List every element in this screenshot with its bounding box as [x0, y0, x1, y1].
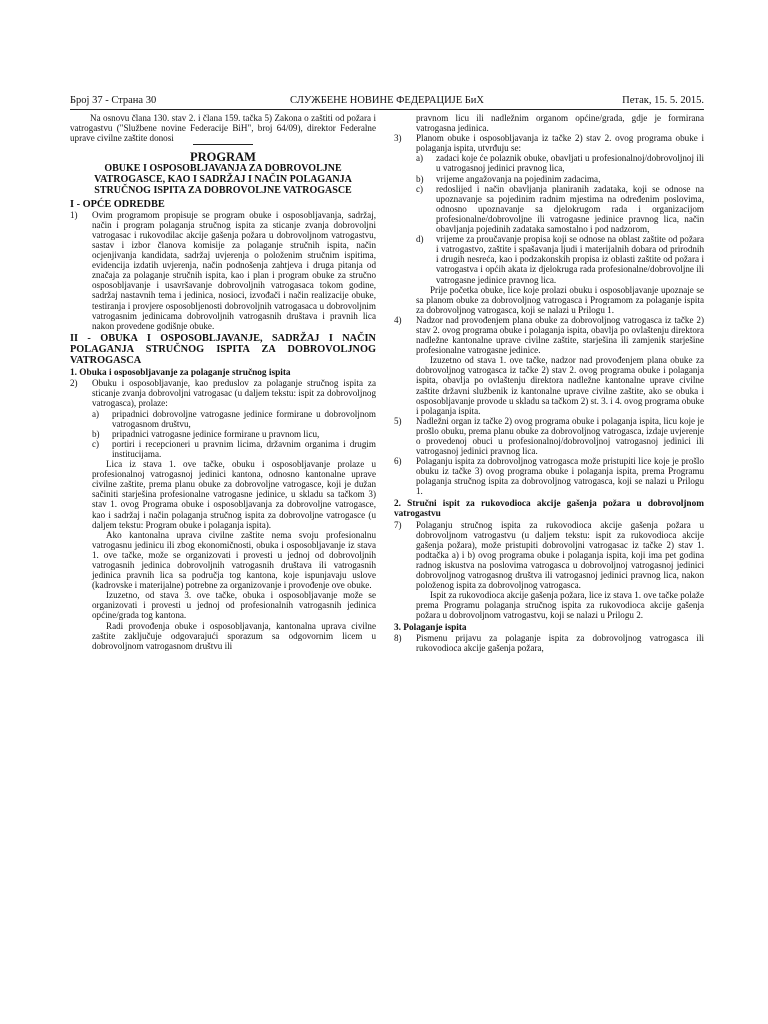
numbered-item-7 [394, 520, 704, 591]
item-text: Polaganju ispita za dobrovoljnog vatrogasca može pristupiti lice koje je prošlo obuku iz tačke 3) ovog programa obuke i polaganja ispita, prema Programu polaganja stručnog ispita za dobrovoljnog vatrogasca, koji se nalazi u Prilogu 1. [416, 456, 704, 497]
paragraph: Izuzetno od stava 1. ove tačke, nadzor nad provođenjem plana obuke za dobrovoljnog vatrogasca iz tačke 2) stav 2. ovog programa obuke i polaganja ispita, obavlja po ovlaštenju direktora nadležne kantonalne uprave civilne zaštite državni službenik iz kantonalne uprave civilne zaštite, ako se obuka i osposobljavanje provode u skladu sa tačkom 2) st. 3. i 4. ovog programa obuke i polaganja ispita. [416, 355, 704, 416]
subsection-heading-1: 1. Obuka i osposobljavanje za polaganje stručnog ispita [70, 367, 291, 378]
sub-item: a) zadaci koje će polaznik obuke, obavljati u profesionalnoj/dobrovoljnoj ili u vatrogasnoj jedinici pravnog lica, [416, 153, 704, 174]
item-text: Nadležni organ iz tačke 2) ovog programa obuke i polaganja ispita, licu koje je prošlo obuku, prema planu obuke za dobrovoljnog vatrogasca, izdaje uvjerenje o provedenoj obuci u profesionalnoj/dobrovoljnoj vatrogasnoj jedinici ili vatrogasnoj jedinici pravnog lica. [416, 415, 704, 457]
sub-item: d) vrijeme za proučavanje propisa koji se odnose na oblast zaštite od požara i vatrogastvo, zaštite i spašavanja ljudi i materijalnih dobara od prirodnih i drugih nesreća, kao i podzakonskih propisa iz oblasti zaštite od požara i vatrogastva i općih akata iz djelokruga rada profesionalne/dobrovoljne ili vatrogasne jedinice pravnog lica. [416, 234, 704, 285]
publication-title: СЛУЖБЕНЕ НОВИНЕ ФЕДЕРАЦИЈЕ БиХ [289, 95, 485, 106]
paragraph: Izuzetno, od stava 3. ove tačke, obuka i osposobljavanje može se organizovati i provesti u jednoj od profesionalnih vatrogasnih jedinica općine/grada tog kantona. [92, 590, 376, 621]
document-title: PROGRAM [190, 150, 256, 165]
intro-paragraph: Na osnovu člana 130. stav 2. i člana 159. tačka 5) Zakona o zaštiti od požara i vatrogastvu ("Službene novine Federacije BiH", broj 64/09), direktor Federalne uprave civilne zaštite donosi [70, 113, 376, 144]
subsection-heading-2: 2. Stručni ispit za rukovodioca akcije gašenja požara u dobrovoljnom vatrogastvu [394, 498, 704, 520]
paragraph: Ispit za rukovodioca akcije gašenja požara, lice iz stava 1. ove tačke polaže prema Programu polaganja stručnog ispita za rukovodioca akcije gašenja požara u dobrovoljnom vatrogastvu, koji se nalazi u Prilogu 2. [416, 590, 704, 621]
numbered-item-2 [70, 378, 376, 408]
numbered-item-1 [70, 210, 376, 331]
sub-item: b) vrijeme angažovanja na pojedinim zadacima, [416, 173, 601, 184]
left-column [70, 113, 376, 908]
item-number: 3) [394, 133, 402, 144]
item-number: 5) [394, 415, 402, 426]
paragraph: Lica iz stava 1. ove tačke, obuku i osposobljavanje prolaze u profesionalnoj vatrogasnoj jedinici kantona, odnosno kantonalne uprave civilne zaštite, prema planu obuke za dobrovoljne vatrogasce, koji je dužan sačiniti starješina profesionalne vatrogasne jedinice, u skladu sa tačkom 3) stav 1. ovog Programa obuke i osposobljavanja za dobrovoljne vatrogasce, kao i sadržaj i način polaganja stručnog ispita za dobrovoljne vatrogasce (u daljem tekstu: Program obuke i polaganja ispita). [92, 459, 376, 530]
section-heading-1: I - OPĆE ODREDBE [70, 198, 165, 210]
document-subtitle: OBUKE I OSPOSOBLJAVANJA ZA DOBROVOLJNE VATROGASCE, KAO I SADRŽAJ I NAČIN POLAGANJA STRUČNOG ISPITA ZA DOBROVOLJNE VATROGASCE [94, 163, 352, 196]
paragraph-continuation: pravnom licu ili nadležnim organom općine/grada, gdje je formirana vatrogasna jedinica. [416, 113, 704, 134]
numbered-item-5 [394, 416, 704, 456]
sub-item: c) portiri i recepcioneri u pravnim licima, državnim organima i drugim institucijama. [92, 438, 376, 459]
item-text: Nadzor nad provođenjem plana obuke za dobrovoljnog vatrogasca iz tačke 2) stav 2. ovog programa obuke i polaganja ispita, obavlja po ovlaštenju direktora nadležne kantonalne uprave civilne zaštite, starješina ili zamjenik starješine profesionalne vatrogasne jedinice. [416, 314, 704, 356]
sub-item: a) pripadnici dobrovoljne vatrogasne jedinice formirane u dobrovoljnom vatrogasnom društvu, [92, 408, 376, 429]
item-text: Polaganju stručnog ispita za rukovodioca akcije gašenja požara u dobrovoljnom vatrogastvu (u daljem tekstu: ispit za rukovodioca akcije gašenja požara), može pristupiti dobrovoljni vatrogasac iz tačke 2) stav 1. podtačka a) i b) ovog programa obuke i polaganja ispita, koji ima pet godina radnog iskustva na poslovima vatrogasca u dobrovoljnoj vatrogasnoj jedinici dobrovoljnog vatrogasnog društva ili vatrogasnoj jedinici pravnog lica, nakon položenog ispita za dobrovoljnog vatrogasca. [416, 519, 704, 591]
paragraph: Radi provođenja obuke i osposobljavanja, kantonalna uprava civilne zaštite zaključuje odgovarajući sporazum sa odgovornim licem u dobrovoljnom vatrogasnom društvu ili [92, 620, 376, 651]
numbered-item-6 [394, 456, 704, 496]
header-rule [70, 109, 704, 110]
page-header [70, 94, 704, 108]
sub-item: c) redoslijed i način obavljanja planiranih zadataka, koji se odnose na upoznavanje sa pojedinim radnim mjestima na određenim poslovima, odnosno upoznavanje sa djelokrugom rada i organizacijom profesionalne/dobrovoljne ili vatrogasne jedinice pravnog lica, način obavljanja pojedinih zadataka samostalno i pod nadzorom, [416, 183, 704, 235]
item-number: 6) [394, 456, 402, 467]
numbered-item-8 [394, 633, 704, 653]
issue-date: Петак, 15. 5. 2015. [622, 95, 704, 106]
item-number: 1) [70, 209, 78, 220]
paragraph: Ako kantonalna uprava civilne zaštite nema svoju profesionalnu vatrogasnu jedinicu ili zbog ekonomičnosti, obuka i osposobljavanje iz stava 1. ove tačke, može se organizovati i provesti u jednoj od dobrovoljnih vatrogasnih jedinica dobrovoljnih vatrogasnih društava ili vatrogasnih jedinica pravnih lica sa područja tog kantona, koje ispunjavaju uslove (kadrovske i materijalne) potrebne za organizovanje i provođenje ove obuke. [92, 529, 376, 591]
item-number: 7) [394, 519, 402, 530]
item-text: Planom obuke i osposobljavanja iz tačke 2) stav 2. ovog programa obuke i polaganja ispita, utvrđuju se: [416, 133, 704, 154]
item-number: 2) [70, 378, 78, 389]
numbered-item-4 [394, 315, 704, 355]
separator-line [193, 144, 253, 145]
item-text: Pismenu prijavu za polaganje ispita za dobrovoljnog vatrogasca ili rukovodioca akcije gašenja požara, [416, 633, 704, 654]
section-heading-2: II - OBUKA I OSPOSOBLJAVANJE, SADRŽAJ I NAČIN POLAGANJA STRUČNOG ISPITA ZA DOBROVOLJNOG VATROGASCA [70, 332, 376, 366]
item-number: 8) [394, 633, 402, 643]
page-number: Број 37 - Страна 30 [70, 95, 157, 106]
item-text: Ovim programom propisuje se program obuke i osposobljavanja, sadržaj, način i program polaganja stručnog ispita za sticanje zvanja dobrovoljni vatrogasac i rukovodilac akcije gašenja požara u dobrovoljnom vatrogastvu, sastav i izbor članova komisije za polaganje stručnih ispita, način ocjenjivanja kandidata, sadržaj uvjerenja o položenim stručnim ispitima, evidencija izdatih uvjerenja, način podnošenja zahtjeva i druga pitanja od značaja za polaganje stručnih ispita, kao i plan i program obuke za stručno osposobljavanje i usavršavanje dobrovoljnih vatrogasaca tokom godine, sadržaj nastavnih tema i jedinica, nosioci, izvođači i način realizacije obuke, testiranja i provjere osposobljenosti dobrovoljnih vatrogasaca u dobrovoljnim vatrogasnim jedinicama dobrovoljnih vatrogasnih društava i pravnih lica nakon provedene godišnje obuke. [92, 209, 376, 331]
right-column [394, 113, 704, 908]
item-number: 4) [394, 314, 402, 325]
item-text: Obuku i osposobljavanje, kao preduslov za polaganje stručnog ispita za sticanje zvanja dobrovoljni vatrogasac (u daljem tekstu: ispit za dobrovoljnog vatrogasca), prolaze: [92, 378, 376, 409]
numbered-item-3 [394, 133, 704, 153]
subsection-heading-3: 3. Polaganje ispita [394, 622, 467, 633]
sub-item: b) pripadnici vatrogasne jedinice formirane u pravnom licu, [92, 428, 320, 439]
paragraph: Prije početka obuke, lice koje prolazi obuku i osposobljavanje upoznaje se sa planom obuke za dobrovoljnog vatrogasca i Programom za polaganje ispita za dobrovoljnog vatrogasca, koji se nalazi u Prilogu 1. [416, 284, 704, 315]
